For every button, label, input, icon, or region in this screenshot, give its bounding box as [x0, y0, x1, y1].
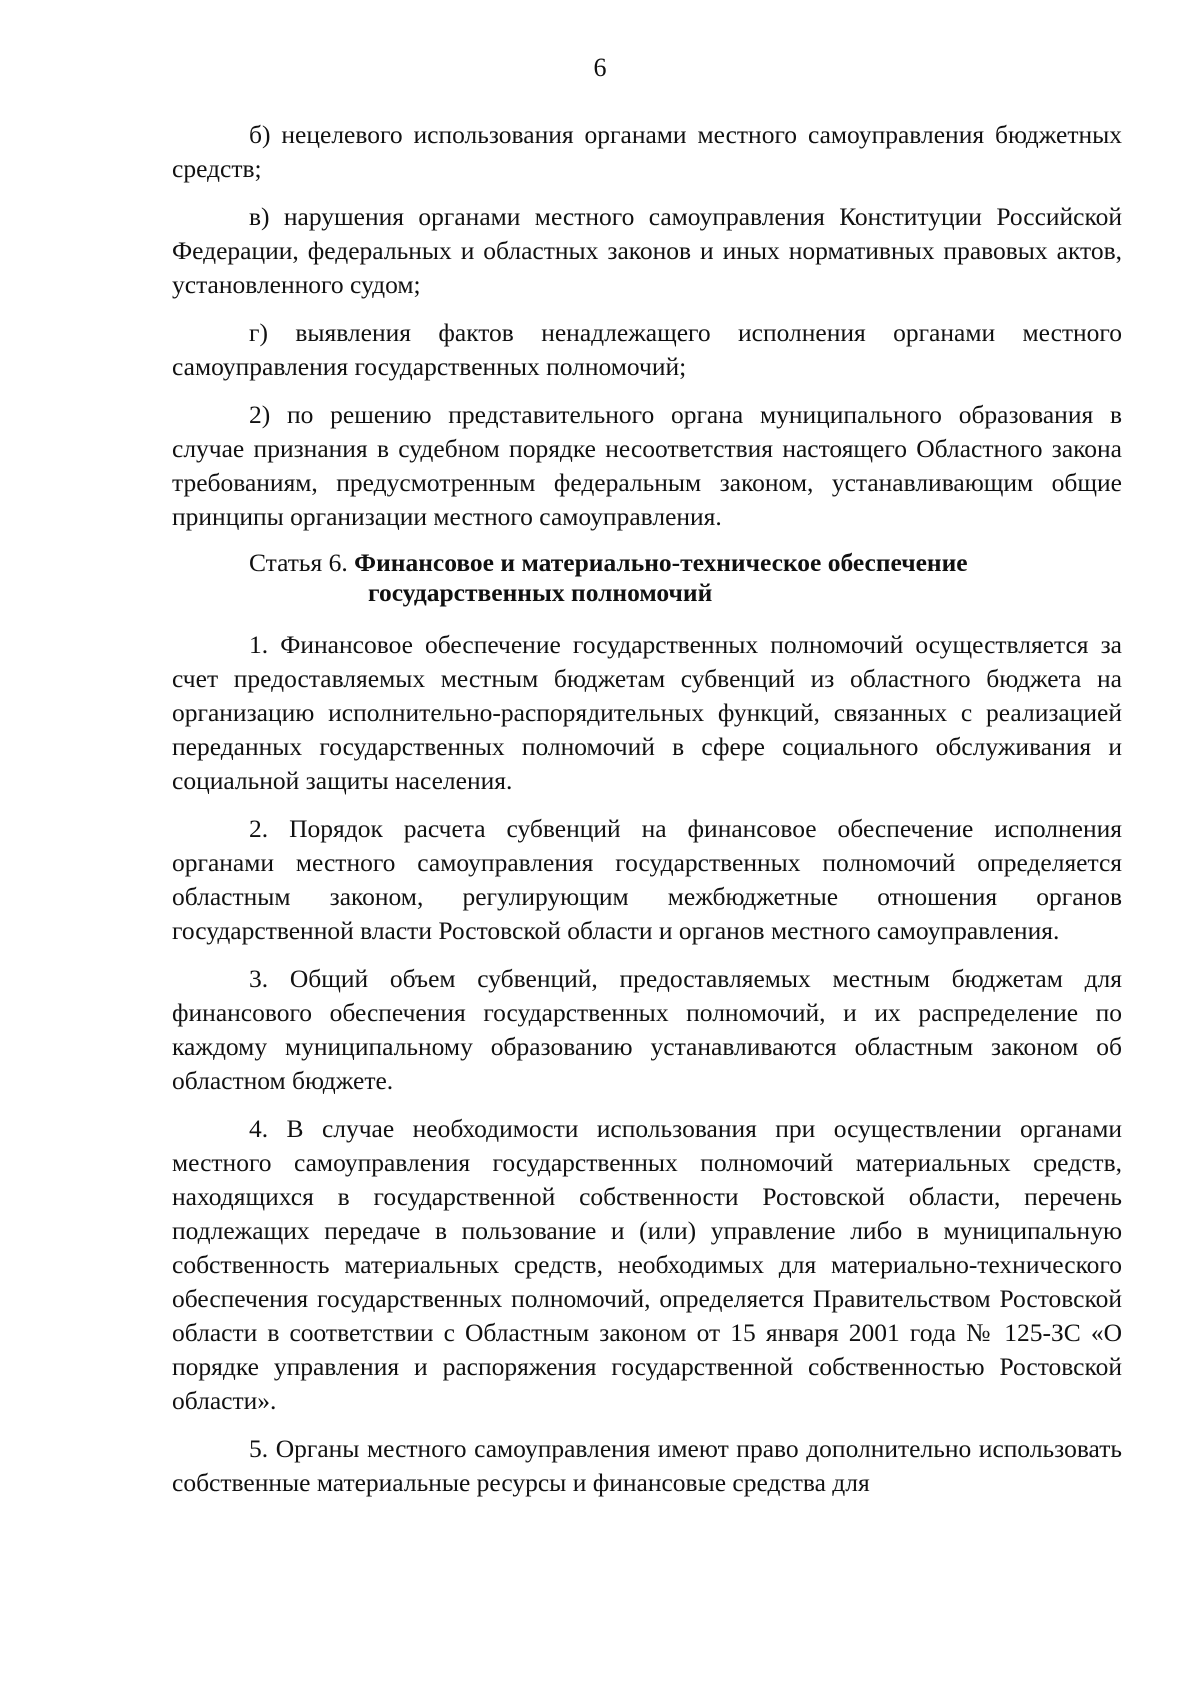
paragraph-article6-2: 2. Порядок расчета субвенций на финансовое обеспечение исполнения органами местного самоуправления государственных полномочий определяется областным законом, регулирующим межбюджетные отношения органов государственной власти Ростовской области и органов местного самоуправления. [172, 814, 1122, 945]
paragraph-b: б) нецелевого использования органами местного самоуправления бюджетных средств; [172, 120, 1122, 183]
article-title-part2: государственных полномочий [368, 578, 713, 607]
article-heading-line1 [172, 548, 1122, 578]
document-body [172, 118, 1122, 1514]
paragraph-g: г) выявления фактов ненадлежащего исполнения органами местного самоуправления государственных полномочий; [172, 318, 1122, 381]
paragraph-v: в) нарушения органами местного самоуправления Конституции Российской Федерации, федеральных и областных законов и иных нормативных правовых актов, установленного судом; [172, 202, 1122, 299]
paragraph-article6-3: 3. Общий объем субвенций, предоставляемых местным бюджетам для финансового обеспечения государственных полномочий, и их распределение по каждому муниципальному образованию устанавливаются областным законом об областном бюджете. [172, 964, 1122, 1095]
paragraph-article6-4: 4. В случае необходимости использования при осуществлении органами местного самоуправления государственных полномочий материальных средств, находящихся в государственной собственности Ростовской области, перечень подлежащих передаче в пользование и (или) управление либо в муниципальную собственность материальных средств, необходимых для материально-технического обеспечения государственных полномочий, определяется Правительством Ростовской области в соответствии с Областным законом от 15 января 2001 года № 125-ЗС «О порядке управления и распоряжения государственной собственностью Ростовской области». [172, 1114, 1122, 1415]
article-title-part1: Финансовое и материально-техническое обеспечение [354, 548, 968, 577]
article-prefix: Статья 6. [249, 548, 355, 577]
page-number: 6 [593, 53, 607, 82]
paragraph-article6-5: 5. Органы местного самоуправления имеют право дополнительно использовать собственные материальные ресурсы и финансовые средства для [172, 1434, 1122, 1497]
paragraph-article6-1: 1. Финансовое обеспечение государственных полномочий осуществляется за счет предоставляемых местным бюджетам субвенций из областного бюджета на организацию исполнительно-распорядительных функций, связанных с реализацией переданных государственных полномочий в сфере социального обслуживания и социальной защиты населения. [172, 630, 1122, 795]
paragraph-2: 2) по решению представительного органа муниципального образования в случае признания в судебном порядке несоответствия настоящего Областного закона требованиям, предусмотренным федеральным законом, устанавливающим общие принципы организации местного самоуправления. [172, 400, 1122, 531]
article-heading [172, 548, 1122, 608]
